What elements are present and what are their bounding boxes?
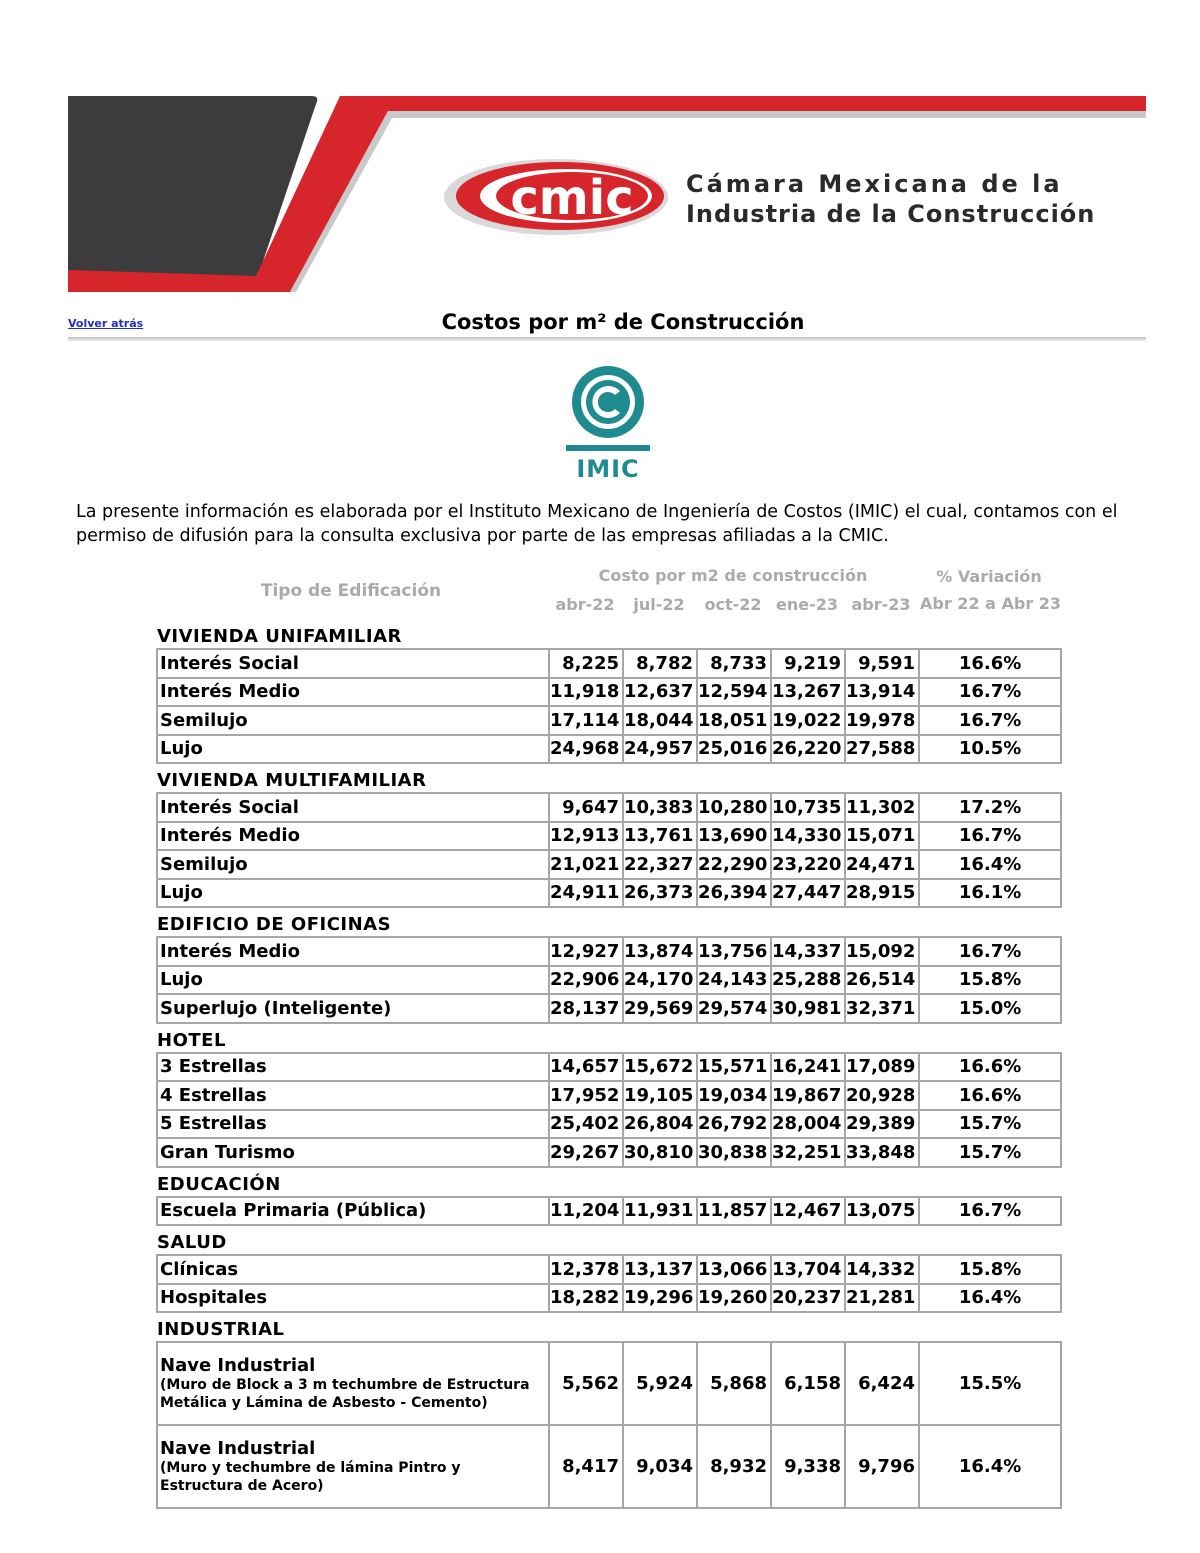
cost-value: 9,647 (549, 793, 623, 822)
header-costo-m2: Costo por m2 de construcción (598, 566, 868, 585)
cost-value: 13,874 (623, 937, 697, 966)
cost-value: 24,957 (623, 735, 697, 764)
cost-value: 25,288 (771, 966, 845, 995)
variation-value: 16.1% (919, 879, 1061, 908)
cost-value: 20,928 (845, 1081, 919, 1110)
cost-value: 29,267 (549, 1138, 623, 1167)
variation-value: 16.7% (919, 706, 1061, 735)
cmic-logo (444, 159, 668, 235)
cost-value: 5,562 (549, 1342, 623, 1425)
building-type-name: Superlujo (Inteligente) (160, 997, 392, 1019)
cost-value: 28,004 (771, 1110, 845, 1139)
cost-value: 19,022 (771, 706, 845, 735)
table-row (157, 1255, 1061, 1284)
table-row (157, 706, 1061, 735)
variation-value: 15.8% (919, 1255, 1061, 1284)
building-type-cell (157, 793, 549, 822)
building-type-name: 3 Estrellas (160, 1056, 267, 1078)
cost-value: 17,952 (549, 1081, 623, 1110)
cost-value: 27,447 (771, 879, 845, 908)
imic-copyright-icon (566, 364, 650, 456)
cost-value: 22,290 (697, 850, 771, 879)
cost-value: 30,981 (771, 994, 845, 1023)
cost-value: 24,143 (697, 966, 771, 995)
building-type-name: Nave Industrial (160, 1438, 316, 1459)
cost-value: 26,514 (845, 966, 919, 995)
variation-value: 15.0% (919, 994, 1061, 1023)
section-title: VIVIENDA MULTIFAMILIAR (157, 770, 427, 791)
cost-value: 9,591 (845, 649, 919, 678)
cost-value: 13,137 (623, 1255, 697, 1284)
building-type-name: Interés Social (160, 796, 299, 818)
variation-value: 16.7% (919, 678, 1061, 707)
building-type-name: Semilujo (160, 853, 248, 875)
variation-value: 10.5% (919, 735, 1061, 764)
variation-value: 16.7% (919, 1197, 1061, 1226)
building-type-cell (157, 1284, 549, 1313)
cost-value: 13,756 (697, 937, 771, 966)
cost-value: 30,810 (623, 1138, 697, 1167)
header-period: ene-23 (776, 595, 838, 614)
cost-value: 14,332 (845, 1255, 919, 1284)
building-type-name: Hospitales (160, 1287, 268, 1309)
variation-value: 16.4% (919, 1425, 1061, 1508)
building-type-description: (Muro y techumbre de lámina Pintro y Estructura de Acero) (160, 1460, 461, 1494)
header-tipo-edificacion: Tipo de Edificación (260, 581, 442, 601)
table-row (157, 793, 1061, 822)
cost-value: 10,280 (697, 793, 771, 822)
building-type-cell (157, 1255, 549, 1284)
building-type-cell (157, 966, 549, 995)
cost-value: 6,424 (845, 1342, 919, 1425)
table-row (157, 735, 1061, 764)
table-row (157, 1110, 1061, 1139)
cost-value: 8,733 (697, 649, 771, 678)
section-title: EDUCACIÓN (157, 1173, 281, 1195)
cost-value: 29,569 (623, 994, 697, 1023)
cost-value: 29,389 (845, 1110, 919, 1139)
cost-value: 15,071 (845, 822, 919, 851)
building-type-name: Interés Social (160, 652, 299, 674)
building-type-cell (157, 1197, 549, 1226)
cost-value: 18,051 (697, 706, 771, 735)
building-type-name: Interés Medio (160, 825, 300, 847)
table-row (157, 649, 1061, 678)
cost-value: 21,281 (845, 1284, 919, 1313)
variation-value: 16.4% (919, 1284, 1061, 1313)
cost-value: 24,968 (549, 735, 623, 764)
cost-value: 22,906 (549, 966, 623, 995)
cost-value: 14,337 (771, 937, 845, 966)
cost-value: 16,241 (771, 1053, 845, 1082)
building-type-name: Interés Medio (160, 681, 300, 703)
cost-value: 25,402 (549, 1110, 623, 1139)
page-title: Costos por m² de Construcción (441, 310, 805, 334)
variation-value: 15.7% (919, 1138, 1061, 1167)
building-type-cell (157, 879, 549, 908)
building-type-cell (157, 1138, 549, 1167)
building-type-name: Lujo (160, 969, 203, 991)
cost-value: 21,021 (549, 850, 623, 879)
building-type-name: Nave Industrial (160, 1355, 316, 1376)
cost-value: 11,918 (549, 678, 623, 707)
cost-value: 18,044 (623, 706, 697, 735)
cost-value: 25,016 (697, 735, 771, 764)
cost-value: 17,089 (845, 1053, 919, 1082)
cost-value: 13,704 (771, 1255, 845, 1284)
variation-value: 16.4% (919, 850, 1061, 879)
cost-value: 10,383 (623, 793, 697, 822)
cost-value: 8,782 (623, 649, 697, 678)
cost-value: 19,867 (771, 1081, 845, 1110)
section-title: INDUSTRIAL (157, 1319, 285, 1340)
org-name-line2: Industria de la Construcción (686, 200, 1096, 228)
imic-logo-text: IMIC (576, 455, 640, 483)
intro-text: La presente información es elaborada por el Instituto Mexicano de Ingeniería de Costos (IMIC) el cual, contamos con el permiso de difusión para la consulta exclusiva por parte de las empresas afiliadas a la CMIC. (76, 502, 1118, 546)
table-row (157, 1138, 1061, 1167)
cost-value: 11,857 (697, 1197, 771, 1226)
cost-value: 12,594 (697, 678, 771, 707)
table-row (157, 1197, 1061, 1226)
table-row (157, 879, 1061, 908)
cost-value: 27,588 (845, 735, 919, 764)
title-divider (68, 337, 1146, 341)
section-header-row (157, 1167, 1061, 1197)
header-period: jul-22 (633, 595, 685, 614)
cost-value: 8,932 (697, 1425, 771, 1508)
cost-value: 11,302 (845, 793, 919, 822)
table-row (157, 1425, 1061, 1508)
header-variacion-range: Abr 22 a Abr 23 (920, 594, 1062, 613)
cost-value: 8,225 (549, 649, 623, 678)
section-header-row (157, 1225, 1061, 1255)
building-type-cell (157, 1110, 549, 1139)
cost-value: 13,914 (845, 678, 919, 707)
building-type-name: Lujo (160, 738, 203, 760)
variation-value: 16.6% (919, 649, 1061, 678)
cost-value: 28,915 (845, 879, 919, 908)
cost-value: 13,690 (697, 822, 771, 851)
table-row (157, 994, 1061, 1023)
table-row (157, 1081, 1061, 1110)
building-type-name: 5 Estrellas (160, 1113, 267, 1135)
cost-value: 32,251 (771, 1138, 845, 1167)
cost-value: 11,204 (549, 1197, 623, 1226)
cost-value: 32,371 (845, 994, 919, 1023)
cost-value: 19,034 (697, 1081, 771, 1110)
building-type-name: Escuela Primaria (Pública) (160, 1200, 427, 1222)
header-period: abr-23 (851, 595, 911, 614)
org-name-line1: Cámara Mexicana de la (686, 170, 1063, 198)
building-type-cell (157, 678, 549, 707)
cost-value: 12,467 (771, 1197, 845, 1226)
cost-value: 8,417 (549, 1425, 623, 1508)
building-type-cell (157, 1081, 549, 1110)
section-header-row (157, 1312, 1061, 1342)
table-row (157, 1053, 1061, 1082)
cost-value: 22,327 (623, 850, 697, 879)
variation-value: 15.5% (919, 1342, 1061, 1425)
table-row (157, 1284, 1061, 1313)
section-header-row (157, 907, 1061, 937)
cost-value: 5,868 (697, 1342, 771, 1425)
building-type-cell (157, 706, 549, 735)
cost-value: 29,574 (697, 994, 771, 1023)
header-variacion: % Variación (936, 567, 1042, 586)
cost-value: 19,978 (845, 706, 919, 735)
cost-value: 18,282 (549, 1284, 623, 1313)
table-row (157, 678, 1061, 707)
variation-value: 15.7% (919, 1110, 1061, 1139)
building-type-cell (157, 649, 549, 678)
header-banner (0, 0, 1200, 300)
cost-value: 12,913 (549, 822, 623, 851)
cost-value: 19,296 (623, 1284, 697, 1313)
cost-value: 9,338 (771, 1425, 845, 1508)
cost-value: 9,219 (771, 649, 845, 678)
cost-value: 9,034 (623, 1425, 697, 1508)
section-header-row (157, 1023, 1061, 1053)
cost-value: 17,114 (549, 706, 623, 735)
cost-value: 24,471 (845, 850, 919, 879)
cost-value: 5,924 (623, 1342, 697, 1425)
building-type-cell (157, 822, 549, 851)
building-type-name: Interés Medio (160, 940, 300, 962)
variation-value: 16.7% (919, 822, 1061, 851)
building-type-cell (157, 937, 549, 966)
table-row (157, 1342, 1061, 1425)
cost-value: 13,066 (697, 1255, 771, 1284)
cost-value: 33,848 (845, 1138, 919, 1167)
variation-value: 16.6% (919, 1053, 1061, 1082)
cost-value: 30,838 (697, 1138, 771, 1167)
cost-value: 15,092 (845, 937, 919, 966)
cost-value: 19,105 (623, 1081, 697, 1110)
cost-value: 11,931 (623, 1197, 697, 1226)
table-row (157, 966, 1061, 995)
building-type-name: Semilujo (160, 709, 248, 731)
building-type-cell (157, 735, 549, 764)
cost-value: 26,394 (697, 879, 771, 908)
cost-value: 28,137 (549, 994, 623, 1023)
cost-value: 13,267 (771, 678, 845, 707)
cost-value: 24,170 (623, 966, 697, 995)
building-type-name: Gran Turismo (160, 1141, 295, 1163)
back-link[interactable]: Volver atrás (68, 317, 144, 330)
cost-value: 26,373 (623, 879, 697, 908)
section-title: HOTEL (157, 1029, 226, 1051)
cost-value: 20,237 (771, 1284, 845, 1313)
cost-value: 12,637 (623, 678, 697, 707)
section-title: SALUD (157, 1232, 227, 1253)
building-type-name: Lujo (160, 882, 203, 904)
section-title: VIVIENDA UNIFAMILIAR (157, 626, 402, 647)
cost-value: 24,911 (549, 879, 623, 908)
cost-value: 14,657 (549, 1053, 623, 1082)
table-row (157, 937, 1061, 966)
cost-value: 23,220 (771, 850, 845, 879)
cost-value: 26,220 (771, 735, 845, 764)
cost-value: 26,792 (697, 1110, 771, 1139)
section-header-row (157, 763, 1061, 793)
cost-value: 12,927 (549, 937, 623, 966)
variation-value: 15.8% (919, 966, 1061, 995)
building-type-cell (157, 994, 549, 1023)
section-header-row (157, 620, 1061, 649)
header-period: abr-22 (555, 595, 615, 614)
building-type-name: Clínicas (160, 1258, 239, 1280)
cost-value: 14,330 (771, 822, 845, 851)
cost-value: 15,571 (697, 1053, 771, 1082)
building-type-description: (Muro de Block a 3 m techumbre de Estructura Metálica y Lámina de Asbesto - Cemento) (160, 1377, 530, 1411)
svg-text:cmic: cmic (510, 170, 634, 226)
variation-value: 16.7% (919, 937, 1061, 966)
cost-value: 13,075 (845, 1197, 919, 1226)
variation-value: 16.6% (919, 1081, 1061, 1110)
cost-value: 19,260 (697, 1284, 771, 1313)
building-type-cell (157, 1342, 549, 1425)
cost-value: 12,378 (549, 1255, 623, 1284)
building-type-cell (157, 1425, 549, 1508)
cost-table (156, 620, 1062, 1509)
cost-value: 15,672 (623, 1053, 697, 1082)
variation-value: 17.2% (919, 793, 1061, 822)
cost-value: 26,804 (623, 1110, 697, 1139)
section-title: EDIFICIO DE OFICINAS (157, 914, 392, 935)
table-row (157, 822, 1061, 851)
building-type-cell (157, 850, 549, 879)
building-type-cell (157, 1053, 549, 1082)
table-row (157, 850, 1061, 879)
building-type-name: 4 Estrellas (160, 1084, 267, 1106)
cost-value: 9,796 (845, 1425, 919, 1508)
cost-value: 6,158 (771, 1342, 845, 1425)
header-period: oct-22 (704, 595, 762, 614)
cost-value: 10,735 (771, 793, 845, 822)
cost-value: 13,761 (623, 822, 697, 851)
